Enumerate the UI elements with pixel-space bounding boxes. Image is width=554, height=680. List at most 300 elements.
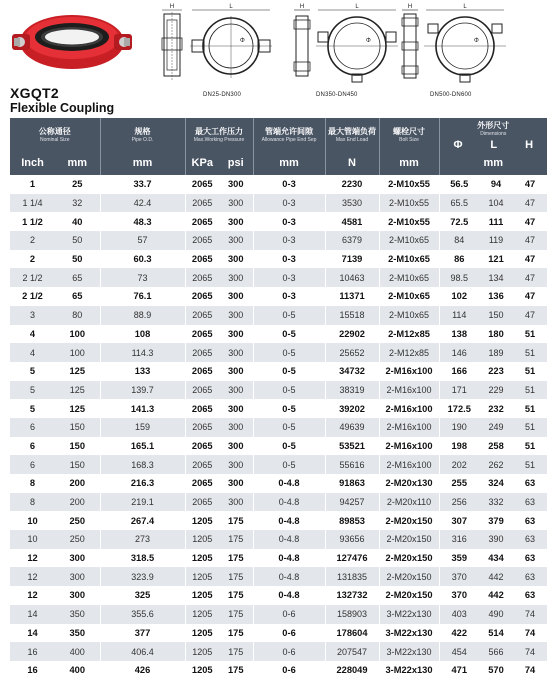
cell-gap: 0-5 xyxy=(253,455,325,474)
unit-n: N xyxy=(325,151,379,175)
cell-mm: 40 xyxy=(55,212,100,231)
cell-end-load: 38319 xyxy=(325,381,379,400)
cell-mm: 100 xyxy=(55,343,100,362)
cell-dim-l: 111 xyxy=(479,212,513,231)
cell-dim-h: 51 xyxy=(513,455,547,474)
unit-mm-nominal: mm xyxy=(55,151,100,175)
cell-mm: 400 xyxy=(55,661,100,680)
cell-end-load: 15518 xyxy=(325,306,379,325)
cell-bolt: 2-M20x150 xyxy=(379,530,439,549)
cell-psi: 300 xyxy=(219,343,253,362)
cell-bolt: 2-M10x65 xyxy=(379,250,439,269)
cell-end-load: 10463 xyxy=(325,268,379,287)
cell-pipe-od: 323.9 xyxy=(100,567,185,586)
cell-gap: 0-6 xyxy=(253,661,325,680)
cell-dim-h: 63 xyxy=(513,549,547,568)
cell-dim-phi: 56.5 xyxy=(439,175,479,194)
cell-inch: 1 1/4 xyxy=(10,194,55,213)
cell-psi: 300 xyxy=(219,418,253,437)
cell-dim-l: 249 xyxy=(479,418,513,437)
cell-inch: 3 xyxy=(10,306,55,325)
cell-inch: 8 xyxy=(10,474,55,493)
cell-psi: 175 xyxy=(219,642,253,661)
cell-pipe-od: 139.7 xyxy=(100,381,185,400)
cell-mm: 150 xyxy=(55,437,100,456)
cell-gap: 0-5 xyxy=(253,418,325,437)
cell-bolt: 2-M10x65 xyxy=(379,306,439,325)
cell-dim-phi: 256 xyxy=(439,493,479,512)
cell-dim-l: 121 xyxy=(479,250,513,269)
cell-dim-h: 47 xyxy=(513,287,547,306)
cell-kpa: 2065 xyxy=(185,437,219,456)
cell-end-load: 22902 xyxy=(325,325,379,344)
cell-psi: 300 xyxy=(219,399,253,418)
cell-dim-l: 136 xyxy=(479,287,513,306)
cell-kpa: 2065 xyxy=(185,493,219,512)
cell-psi: 175 xyxy=(219,661,253,680)
cell-mm: 32 xyxy=(55,194,100,213)
cell-end-load: 4581 xyxy=(325,212,379,231)
cell-dim-phi: 65.5 xyxy=(439,194,479,213)
unit-mm-pipe: mm xyxy=(100,151,185,175)
product-title-block xyxy=(10,86,114,116)
cell-dim-l: 223 xyxy=(479,362,513,381)
cell-dim-l: 119 xyxy=(479,231,513,250)
table-row xyxy=(10,231,547,250)
cell-inch: 1 1/2 xyxy=(10,212,55,231)
cell-end-load: 25652 xyxy=(325,343,379,362)
cell-dim-l: 566 xyxy=(479,642,513,661)
cell-dim-l: 258 xyxy=(479,437,513,456)
table-row xyxy=(10,455,547,474)
cell-mm: 65 xyxy=(55,268,100,287)
cell-gap: 0-5 xyxy=(253,325,325,344)
cell-inch: 6 xyxy=(10,437,55,456)
cell-bolt: 3-M22x130 xyxy=(379,661,439,680)
coupling-product-image xyxy=(10,4,140,84)
cell-inch: 6 xyxy=(10,455,55,474)
cell-dim-phi: 255 xyxy=(439,474,479,493)
header-dim-l: L xyxy=(490,138,498,151)
cell-dim-l: 390 xyxy=(479,530,513,549)
cell-mm: 300 xyxy=(55,567,100,586)
cell-pipe-od: 57 xyxy=(100,231,185,250)
cell-end-load: 53521 xyxy=(325,437,379,456)
cell-pipe-od: 133 xyxy=(100,362,185,381)
cell-dim-l: 442 xyxy=(479,567,513,586)
cell-kpa: 2065 xyxy=(185,250,219,269)
cell-kpa: 2065 xyxy=(185,231,219,250)
cell-gap: 0-3 xyxy=(253,212,325,231)
cell-mm: 200 xyxy=(55,493,100,512)
diagram-label-2: DN350-DN450 xyxy=(316,92,358,98)
unit-kpa: KPa xyxy=(185,151,219,175)
cell-pipe-od: 273 xyxy=(100,530,185,549)
cell-mm: 150 xyxy=(55,418,100,437)
header-pipe-od: 规格 Pipe O.D. xyxy=(100,118,185,151)
cell-dim-l: 332 xyxy=(479,493,513,512)
cell-mm: 50 xyxy=(55,250,100,269)
cell-dim-phi: 422 xyxy=(439,624,479,643)
cell-end-load: 39202 xyxy=(325,399,379,418)
cell-kpa: 2065 xyxy=(185,175,219,194)
cell-psi: 175 xyxy=(219,605,253,624)
product-model: XGQT2 xyxy=(10,85,59,101)
cell-mm: 25 xyxy=(55,175,100,194)
cell-mm: 400 xyxy=(55,642,100,661)
cell-psi: 300 xyxy=(219,474,253,493)
cell-mm: 125 xyxy=(55,399,100,418)
cell-kpa: 1205 xyxy=(185,605,219,624)
cell-kpa: 1205 xyxy=(185,567,219,586)
cell-bolt: 2-M12x85 xyxy=(379,343,439,362)
table-row xyxy=(10,493,547,512)
cell-dim-phi: 102 xyxy=(439,287,479,306)
dim-phi-label: Φ xyxy=(240,38,245,44)
cell-dim-l: 570 xyxy=(479,661,513,680)
cell-end-load: 49639 xyxy=(325,418,379,437)
table-row xyxy=(10,511,547,530)
cell-pipe-od: 267.4 xyxy=(100,511,185,530)
cell-psi: 300 xyxy=(219,325,253,344)
spec-table-wrapper xyxy=(10,118,547,680)
cell-bolt: 2-M20x150 xyxy=(379,586,439,605)
cell-inch: 2 1/2 xyxy=(10,268,55,287)
cell-pipe-od: 73 xyxy=(100,268,185,287)
table-row xyxy=(10,661,547,680)
cell-bolt: 2-M10x65 xyxy=(379,231,439,250)
cell-bolt: 2-M10x65 xyxy=(379,268,439,287)
cell-pipe-od: 219.1 xyxy=(100,493,185,512)
cell-inch: 14 xyxy=(10,605,55,624)
cell-psi: 300 xyxy=(219,231,253,250)
cell-gap: 0-4.8 xyxy=(253,549,325,568)
cell-kpa: 1205 xyxy=(185,642,219,661)
table-row xyxy=(10,362,547,381)
cell-pipe-od: 426 xyxy=(100,661,185,680)
cell-kpa: 2065 xyxy=(185,474,219,493)
table-row xyxy=(10,250,547,269)
header-nominal-size: 公称通径 Nominal Size xyxy=(10,118,100,151)
cell-bolt: 2-M16x100 xyxy=(379,455,439,474)
diagram-label-1: DN25-DN300 xyxy=(203,92,242,98)
spec-table-body xyxy=(10,175,547,680)
cell-end-load: 3530 xyxy=(325,194,379,213)
cell-end-load: 131835 xyxy=(325,567,379,586)
cell-inch: 6 xyxy=(10,418,55,437)
cell-psi: 300 xyxy=(219,437,253,456)
table-row xyxy=(10,642,547,661)
dim-l-label-3: L xyxy=(463,4,467,10)
cell-end-load: 178604 xyxy=(325,624,379,643)
cell-kpa: 2065 xyxy=(185,418,219,437)
cell-gap: 0-4.8 xyxy=(253,474,325,493)
cell-bolt: 2-M10x55 xyxy=(379,175,439,194)
cell-pipe-od: 76.1 xyxy=(100,287,185,306)
unit-inch: Inch xyxy=(10,151,55,175)
cell-end-load: 7139 xyxy=(325,250,379,269)
cell-pipe-od: 114.3 xyxy=(100,343,185,362)
cell-kpa: 2065 xyxy=(185,381,219,400)
cell-bolt: 2-M16x100 xyxy=(379,399,439,418)
cell-inch: 5 xyxy=(10,399,55,418)
cell-dim-l: 379 xyxy=(479,511,513,530)
cell-mm: 100 xyxy=(55,325,100,344)
cell-inch: 1 xyxy=(10,175,55,194)
cell-end-load: 127476 xyxy=(325,549,379,568)
cell-dim-h: 47 xyxy=(513,306,547,325)
header-end-sep: 管端允许间隙 Allowance Pipe End Sep xyxy=(253,118,325,151)
table-row xyxy=(10,586,547,605)
cell-gap: 0-5 xyxy=(253,362,325,381)
table-row xyxy=(10,567,547,586)
dim-h-label: H xyxy=(169,4,175,10)
cell-dim-phi: 166 xyxy=(439,362,479,381)
cell-pipe-od: 108 xyxy=(100,325,185,344)
table-row xyxy=(10,624,547,643)
table-row xyxy=(10,549,547,568)
cell-pipe-od: 60.3 xyxy=(100,250,185,269)
cell-dim-phi: 370 xyxy=(439,567,479,586)
cell-inch: 10 xyxy=(10,530,55,549)
cell-kpa: 2065 xyxy=(185,325,219,344)
table-row xyxy=(10,474,547,493)
dim-l-label: L xyxy=(229,4,233,10)
unit-mm-dim: mm xyxy=(439,151,547,175)
cell-psi: 175 xyxy=(219,549,253,568)
cell-inch: 2 1/2 xyxy=(10,287,55,306)
cell-dim-l: 229 xyxy=(479,381,513,400)
cell-dim-h: 51 xyxy=(513,399,547,418)
cell-gap: 0-3 xyxy=(253,287,325,306)
cell-kpa: 2065 xyxy=(185,268,219,287)
cell-psi: 175 xyxy=(219,530,253,549)
header-dim-h: H xyxy=(525,138,534,151)
cell-psi: 300 xyxy=(219,493,253,512)
cell-mm: 200 xyxy=(55,474,100,493)
dim-h-label-2: H xyxy=(299,4,305,10)
cell-pipe-od: 33.7 xyxy=(100,175,185,194)
cell-kpa: 1205 xyxy=(185,511,219,530)
table-row xyxy=(10,194,547,213)
spec-table xyxy=(10,118,547,680)
cell-dim-h: 63 xyxy=(513,567,547,586)
cell-inch: 12 xyxy=(10,586,55,605)
cell-pipe-od: 48.3 xyxy=(100,212,185,231)
cell-dim-phi: 84 xyxy=(439,231,479,250)
cell-dim-h: 47 xyxy=(513,194,547,213)
cell-pipe-od: 325 xyxy=(100,586,185,605)
cell-dim-h: 47 xyxy=(513,268,547,287)
front-view-drawing-1 xyxy=(190,2,272,84)
cell-psi: 300 xyxy=(219,455,253,474)
cell-mm: 65 xyxy=(55,287,100,306)
cell-kpa: 2065 xyxy=(185,362,219,381)
cell-gap: 0-3 xyxy=(253,250,325,269)
cell-psi: 300 xyxy=(219,175,253,194)
cell-gap: 0-5 xyxy=(253,399,325,418)
cell-dim-h: 74 xyxy=(513,661,547,680)
cell-dim-phi: 316 xyxy=(439,530,479,549)
cell-inch: 12 xyxy=(10,549,55,568)
front-view-drawing-3 xyxy=(424,2,506,84)
cell-end-load: 207547 xyxy=(325,642,379,661)
cell-dim-phi: 146 xyxy=(439,343,479,362)
unit-mm-bolt: mm xyxy=(379,151,439,175)
side-view-drawing-2 xyxy=(290,2,314,84)
cell-dim-l: 442 xyxy=(479,586,513,605)
cell-inch: 14 xyxy=(10,624,55,643)
cell-psi: 300 xyxy=(219,362,253,381)
table-row xyxy=(10,212,547,231)
cell-kpa: 1205 xyxy=(185,661,219,680)
header-dimensions: 外形尺寸 Dimensions Φ L H xyxy=(439,118,547,151)
cell-inch: 16 xyxy=(10,661,55,680)
cell-mm: 250 xyxy=(55,530,100,549)
table-row xyxy=(10,530,547,549)
cell-dim-h: 63 xyxy=(513,474,547,493)
cell-dim-h: 63 xyxy=(513,530,547,549)
cell-psi: 175 xyxy=(219,511,253,530)
cell-end-load: 11371 xyxy=(325,287,379,306)
cell-kpa: 2065 xyxy=(185,455,219,474)
cell-inch: 16 xyxy=(10,642,55,661)
cell-pipe-od: 141.3 xyxy=(100,399,185,418)
cell-psi: 175 xyxy=(219,624,253,643)
cell-kpa: 1205 xyxy=(185,586,219,605)
product-header xyxy=(0,0,554,118)
table-row xyxy=(10,437,547,456)
cell-dim-h: 74 xyxy=(513,605,547,624)
cell-bolt: 2-M10x55 xyxy=(379,194,439,213)
cell-mm: 350 xyxy=(55,605,100,624)
front-view-drawing-2 xyxy=(316,2,398,84)
cell-mm: 80 xyxy=(55,306,100,325)
cell-kpa: 2065 xyxy=(185,343,219,362)
cell-dim-phi: 471 xyxy=(439,661,479,680)
cell-dim-l: 189 xyxy=(479,343,513,362)
cell-pipe-od: 168.3 xyxy=(100,455,185,474)
cell-kpa: 2065 xyxy=(185,399,219,418)
cell-dim-phi: 454 xyxy=(439,642,479,661)
cell-gap: 0-6 xyxy=(253,642,325,661)
cell-dim-l: 262 xyxy=(479,455,513,474)
cell-dim-h: 63 xyxy=(513,493,547,512)
cell-pipe-od: 355.6 xyxy=(100,605,185,624)
cell-mm: 125 xyxy=(55,362,100,381)
cell-kpa: 2065 xyxy=(185,306,219,325)
cell-gap: 0-3 xyxy=(253,268,325,287)
product-name: Flexible Coupling xyxy=(10,101,115,115)
cell-dim-l: 134 xyxy=(479,268,513,287)
cell-kpa: 2065 xyxy=(185,287,219,306)
cell-dim-phi: 86 xyxy=(439,250,479,269)
cell-dim-phi: 198 xyxy=(439,437,479,456)
cell-gap: 0-4.8 xyxy=(253,567,325,586)
table-row xyxy=(10,175,547,194)
cell-gap: 0-6 xyxy=(253,624,325,643)
cell-end-load: 89853 xyxy=(325,511,379,530)
dim-l-label-2: L xyxy=(355,4,359,10)
cell-dim-phi: 114 xyxy=(439,306,479,325)
cell-gap: 0-3 xyxy=(253,194,325,213)
cell-gap: 0-5 xyxy=(253,437,325,456)
cell-dim-h: 51 xyxy=(513,418,547,437)
cell-inch: 5 xyxy=(10,381,55,400)
cell-dim-h: 47 xyxy=(513,212,547,231)
cell-dim-l: 150 xyxy=(479,306,513,325)
cell-end-load: 158903 xyxy=(325,605,379,624)
cell-dim-l: 180 xyxy=(479,325,513,344)
cell-kpa: 1205 xyxy=(185,530,219,549)
header-end-load: 最大管端负荷 Max End Load xyxy=(325,118,379,151)
cell-kpa: 2065 xyxy=(185,194,219,213)
cell-end-load: 6379 xyxy=(325,231,379,250)
cell-end-load: 94257 xyxy=(325,493,379,512)
cell-mm: 350 xyxy=(55,624,100,643)
cell-mm: 125 xyxy=(55,381,100,400)
cell-mm: 250 xyxy=(55,511,100,530)
cell-inch: 4 xyxy=(10,343,55,362)
cell-dim-h: 51 xyxy=(513,325,547,344)
cell-inch: 2 xyxy=(10,250,55,269)
cell-bolt: 2-M20x110 xyxy=(379,493,439,512)
table-row xyxy=(10,605,547,624)
cell-gap: 0-4.8 xyxy=(253,530,325,549)
cell-end-load: 228049 xyxy=(325,661,379,680)
cell-inch: 4 xyxy=(10,325,55,344)
cell-dim-phi: 72.5 xyxy=(439,212,479,231)
unit-psi: psi xyxy=(219,151,253,175)
cell-psi: 175 xyxy=(219,586,253,605)
cell-dim-phi: 171 xyxy=(439,381,479,400)
cell-gap: 0-6 xyxy=(253,605,325,624)
cell-dim-h: 51 xyxy=(513,362,547,381)
cell-dim-h: 74 xyxy=(513,624,547,643)
table-row xyxy=(10,325,547,344)
cell-bolt: 2-M16x100 xyxy=(379,381,439,400)
cell-pipe-od: 165.1 xyxy=(100,437,185,456)
cell-dim-h: 63 xyxy=(513,586,547,605)
cell-bolt: 3-M22x130 xyxy=(379,624,439,643)
cell-bolt: 3-M22x130 xyxy=(379,605,439,624)
cell-dim-phi: 370 xyxy=(439,586,479,605)
cell-bolt: 2-M16x100 xyxy=(379,362,439,381)
cell-gap: 0-4.8 xyxy=(253,493,325,512)
cell-dim-phi: 307 xyxy=(439,511,479,530)
cell-bolt: 2-M20x150 xyxy=(379,567,439,586)
cell-kpa: 1205 xyxy=(185,624,219,643)
table-row xyxy=(10,268,547,287)
cell-bolt: 2-M16x100 xyxy=(379,437,439,456)
dim-phi-label-2: Φ xyxy=(366,38,371,44)
dim-phi-label-3: Φ xyxy=(474,38,479,44)
cell-end-load: 2230 xyxy=(325,175,379,194)
cell-bolt: 2-M10x55 xyxy=(379,212,439,231)
cell-dim-h: 47 xyxy=(513,250,547,269)
table-row xyxy=(10,399,547,418)
cell-psi: 300 xyxy=(219,306,253,325)
cell-gap: 0-3 xyxy=(253,231,325,250)
cell-dim-l: 104 xyxy=(479,194,513,213)
cell-end-load: 93656 xyxy=(325,530,379,549)
diagram-label-3: DN500-DN600 xyxy=(430,92,472,98)
table-row xyxy=(10,343,547,362)
cell-dim-l: 490 xyxy=(479,605,513,624)
cell-dim-phi: 359 xyxy=(439,549,479,568)
table-row xyxy=(10,381,547,400)
table-row xyxy=(10,418,547,437)
